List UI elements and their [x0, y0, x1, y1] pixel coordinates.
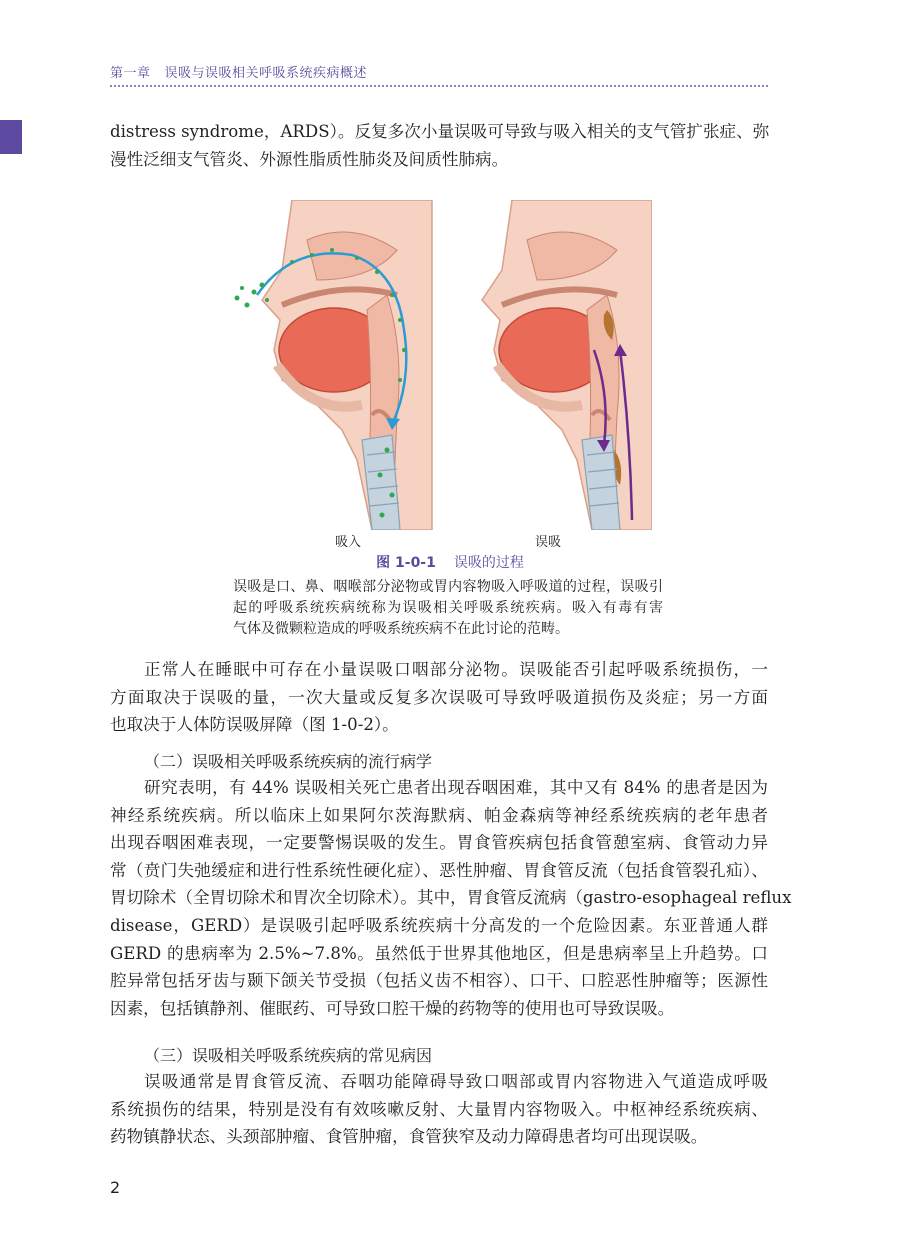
- text-line: 系统损伤的结果，特别是没有有效咳嗽反射、大量胃内容物吸入。中枢神经系统疾病、: [110, 1099, 768, 1119]
- section-heading: （二）误吸相关呼吸系统疾病的流行病学: [144, 752, 433, 771]
- text-line: 误吸通常是胃食管反流、吞咽功能障碍导致口咽部或胃内容物进入气道造成呼吸: [144, 1072, 768, 1091]
- text-line: 漫性泛细支气管炎、外源性脂质性肺炎及间质性肺病。: [110, 149, 509, 169]
- figure-caption-body: [233, 577, 663, 640]
- text-line: 出现吞咽困难表现，一定要警惕误吸的发生。胃食管疾病包括食管憩室病、食管动力异: [110, 833, 768, 853]
- running-header: [110, 62, 770, 81]
- figure-number: 图 1-0-1: [376, 555, 436, 571]
- text-line: 正常人在睡眠中可存在小量误吸口咽部分泌物。误吸能否引起呼吸系统损伤，一: [144, 660, 768, 679]
- text-line: 方面取决于误吸的量，一次大量或反复多次误吸可导致呼吸道损伤及炎症；另一方面: [110, 687, 768, 707]
- text-line: 也取决于人体防误吸屏障（图 1-0-2）。: [110, 715, 399, 735]
- figure-illustration: [222, 200, 652, 530]
- text-line: 神经系统疾病。所以临床上如果阿尔茨海默病、帕金森病等神经系统疾病的老年患者: [110, 805, 768, 825]
- text-line: 腔异常包括牙齿与颞下颌关节受损（包括义齿不相容）、口干、口腔恶性肿瘤等；医源性: [110, 971, 768, 991]
- text-line: GERD 的患病率为 2.5%~7.8%。虽然低于世界其他地区，但是患病率呈上升趋势。口: [110, 943, 768, 963]
- figure-caption-title: [0, 552, 900, 572]
- caption-line: 气体及微颗粒造成的呼吸系统疾病不在此讨论的范畴。: [233, 621, 569, 637]
- page-number: 2: [110, 1178, 121, 1197]
- body-paragraph: [110, 774, 792, 1022]
- text-line: disease，GERD）是误吸引起呼吸系统疾病十分高发的一个危险因素。东亚普通人群: [110, 915, 768, 935]
- panel-inhalation: [235, 200, 433, 530]
- text-line: 药物镇静状态、头颈部肿瘤、食管肿瘤，食管狭窄及动力障碍患者均可出现误吸。: [110, 1127, 708, 1147]
- figure-title: 误吸的过程: [453, 555, 524, 571]
- text-line: distress syndrome，ARDS）。反复多次小量误吸可导致与吸入相关的支气管扩张症、弥: [110, 122, 770, 141]
- panel-label-aspiration: 误吸: [535, 535, 562, 550]
- text-line: 研究表明，有 44% 误吸相关死亡患者出现吞咽困难，其中又有 84% 的患者是因为: [144, 778, 768, 797]
- section-heading: （三）误吸相关呼吸系统疾病的常见病因: [144, 1046, 433, 1065]
- chapter-label: 第一章: [110, 66, 151, 81]
- body-paragraph: [110, 656, 768, 739]
- panel-label-inhalation: 吸入: [335, 535, 362, 550]
- header-divider: [110, 85, 768, 87]
- chapter-thumb-tab: [0, 120, 22, 154]
- intro-paragraph: [110, 118, 768, 173]
- caption-line: 起的呼吸系统疾病统称为误吸相关呼吸系统疾病。吸入有毒有害: [233, 600, 663, 616]
- figure-aspiration-process: [222, 200, 652, 550]
- text-line: 常（贲门失弛缓症和进行性系统性硬化症）、恶性肿瘤、胃食管反流（包括食管裂孔疝）、: [110, 860, 768, 880]
- panel-aspiration: [482, 200, 652, 530]
- body-paragraph: [110, 1068, 768, 1151]
- caption-line: 误吸是口、鼻、咽喉部分泌物或胃内容物吸入呼吸道的过程，误吸引: [233, 579, 663, 595]
- text-line: 因素，包括镇静剂、催眠药、可导致口腔干燥的药物等的使用也可导致误吸。: [110, 998, 675, 1018]
- text-line: 胃切除术（全胃切除术和胃次全切除术）。其中，胃食管反流病（gastro-esophageal reflux: [110, 888, 792, 908]
- chapter-title: 误吸与误吸相关呼吸系统疾病概述: [164, 66, 368, 81]
